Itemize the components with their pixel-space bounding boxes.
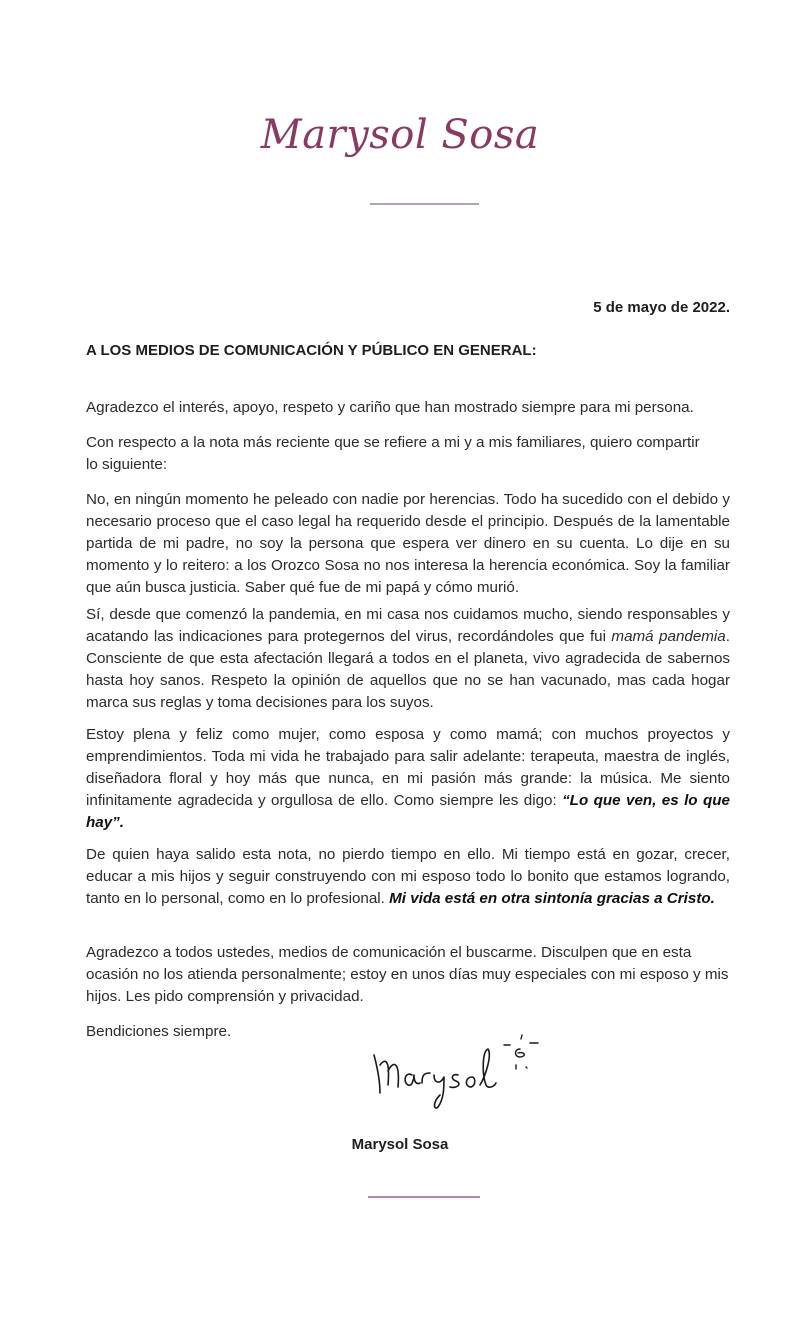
paragraph-closing: Bendiciones siempre.: [86, 1023, 232, 1040]
footer-divider: [368, 1196, 480, 1198]
paragraph-pandemic-text-a: Sí, desde que comenzó la pandemia, en mi casa nos cuidamos mucho, siendo responsables y acatando las indicaciones para protegernos del virus, recordándoles que fui: [86, 606, 730, 645]
letter-addressee: A LOS MEDIOS DE COMUNICACIÓN Y PÚBLICO EN GENERAL:: [86, 342, 537, 359]
paragraph-personal-text: Estoy plena y feliz como mujer, como esposa y como mamá; con muchos proyectos y emprendimientos. Toda mi vida he trabajado para salir adelante: terapeuta, maestra de inglés, diseñadora floral y hoy más que nunca, en mi pasión más grande: la música. Me siento infinitamente agradecida y orgullosa de ello. Como siempre les digo:: [86, 726, 730, 809]
paragraph-pandemic-italic: mamá pandemia: [611, 628, 726, 645]
paragraph-thanks: Agradezco el interés, apoyo, respeto y cariño que han mostrado siempre para mi persona.: [86, 399, 694, 416]
signer-name: Marysol Sosa: [351, 1136, 449, 1153]
header-divider: [370, 203, 479, 205]
paragraph-inheritance: No, en ningún momento he peleado con nadie por herencias. Todo ha sucedido con el debido y necesario proceso que el caso legal ha requerido desde el principio. Después de la lamentable partida de mi padre, no soy la persona que espera ver dinero en su cuenta. Lo dije en su momento y lo reitero: a los Orozco Sosa no nos interesa la herencia económica. Soy la familiar que aún busca justicia. Saber qué fue de mi papá y cómo murió.: [86, 491, 730, 596]
paragraph-personal-quote: “Lo que ven, es lo que hay”.: [86, 792, 730, 831]
paragraph-personal: [86, 724, 730, 834]
paragraph-note: [86, 844, 730, 910]
letterhead-logo: Marysol Sosa: [260, 112, 540, 158]
paragraph-pandemic-text-b: . Consciente de que esta afectación llegará a todos en el planeta, vivo agradecida de sabernos hasta hoy sanos. Respeto la opinión de aquellos que no se han vacunado, mas cada hogar marca sus reglas y toma decisiones para los suyos.: [86, 628, 730, 711]
paragraph-intro: Con respecto a la nota más reciente que se refiere a mi y a mis familiares, quiero compartir lo siguiente:: [86, 434, 700, 473]
letter-date: 5 de mayo de 2022.: [593, 299, 730, 316]
paragraph-note-text: De quien haya salido esta nota, no pierdo tiempo en ello. Mi tiempo está en gozar, crecer, educar a mis hijos y seguir construyendo con mi esposo todo lo bonito que estamos logrando, tanto en lo personal, como en lo profesional.: [86, 846, 730, 907]
handwritten-signature: [360, 1015, 560, 1115]
paragraph-pandemic: [86, 604, 730, 714]
paragraph-note-emphasis: Mi vida está en otra sintonía gracias a Cristo.: [389, 890, 715, 907]
paragraph-privacy: Agradezco a todos ustedes, medios de comunicación el buscarme. Disculpen que en esta ocasión no los atienda personalmente; estoy en unos días muy especiales con mi esposo y mis hijos. Les pido comprensión y privacidad.: [86, 944, 729, 1005]
